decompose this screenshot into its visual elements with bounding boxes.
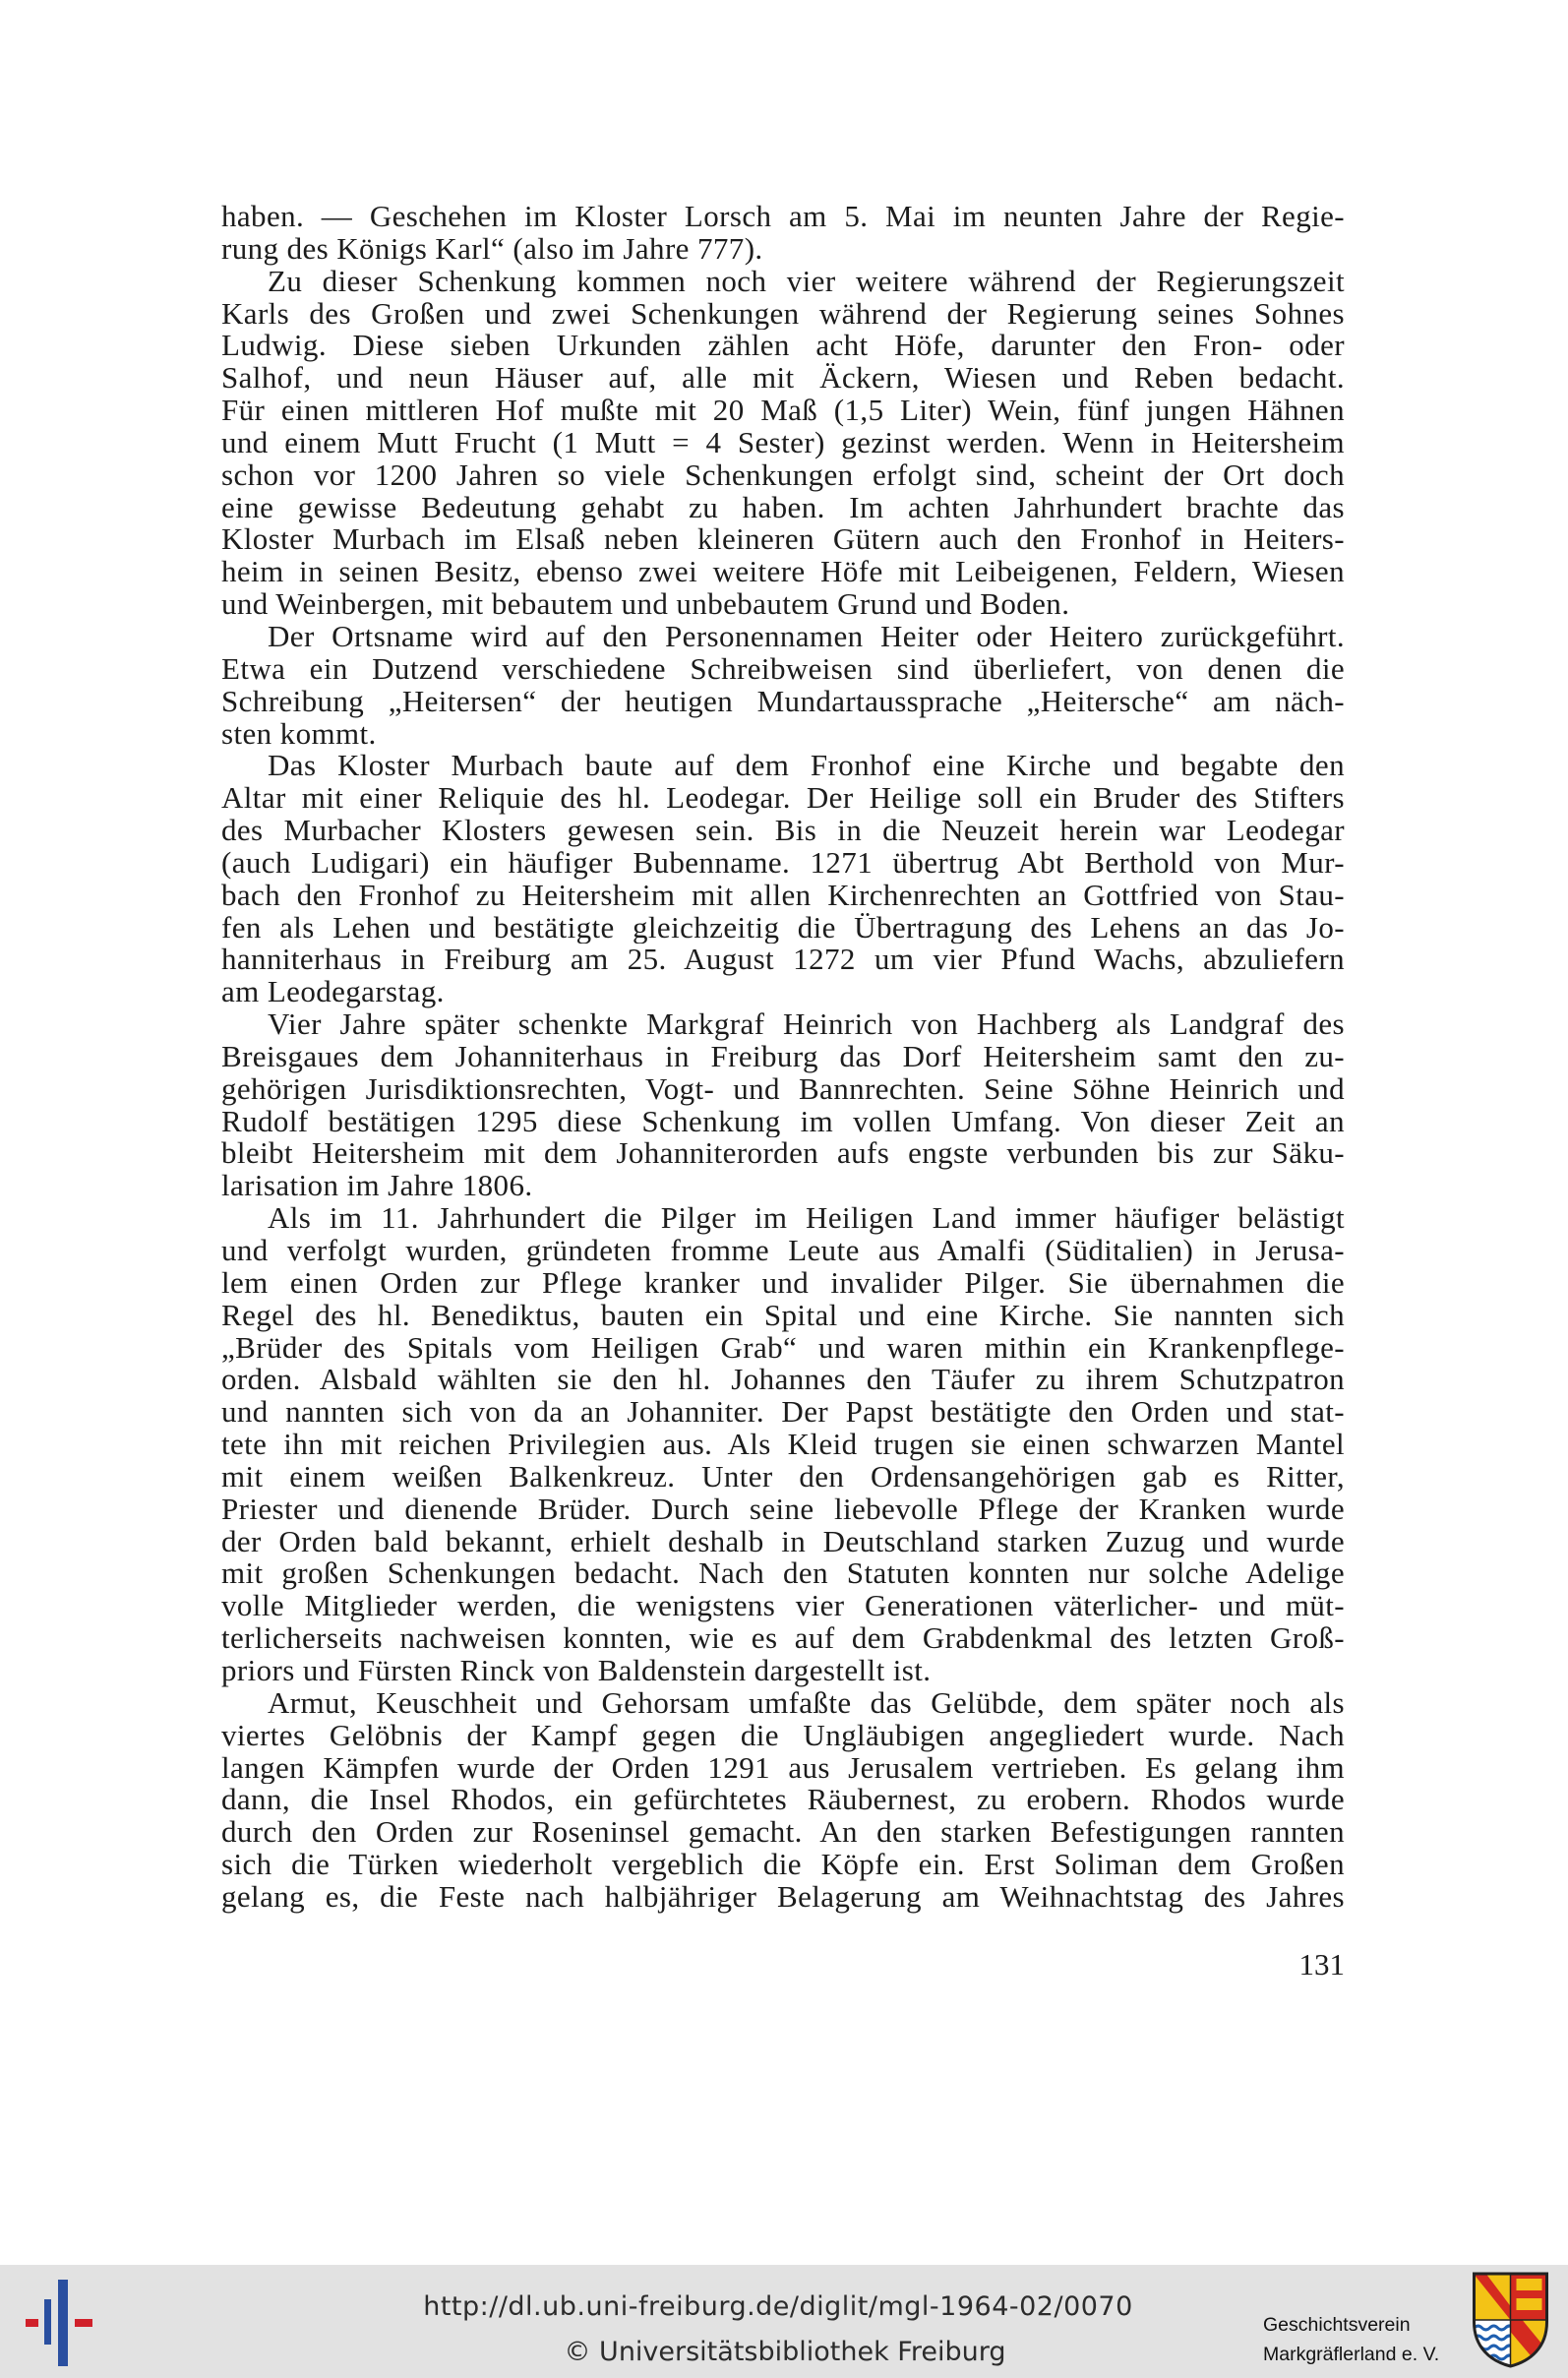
text-line: durch den Orden zur Roseninsel gemacht. An den starken Befestigungen rannten <box>221 1816 1345 1850</box>
society-name-line1: Geschichtsverein <box>1263 2314 1411 2336</box>
text-line: Regel des hl. Benediktus, bauten ein Spital und eine Kirche. Sie nannten sich <box>221 1299 1345 1332</box>
text-line: Armut, Keuschheit und Gehorsam umfaßte das Gelübde, dem später noch als <box>268 1686 1345 1720</box>
coat-of-arms-icon <box>1471 2271 1550 2369</box>
text-line: tete ihn mit reichen Privilegien aus. Als Kleid trugen sie einen schwarzen Mantel <box>221 1429 1345 1461</box>
paragraph <box>221 750 1345 1008</box>
text-line: Für einen mittleren Hof mußte mit 20 Maß (1,5 Liter) Wein, fünf jungen Hähnen <box>221 395 1345 427</box>
text-line: eine gewisse Bedeutung gehabt zu haben. Im achten Jahrhundert brachte das <box>221 491 1345 524</box>
text-line: rung des Königs Karl“ (also im Jahre 777). <box>221 232 763 266</box>
paragraph <box>221 621 1345 750</box>
text-line: gelang es, die Feste nach halbjähriger Belagerung am Weihnachtstag des Jahres <box>221 1880 1345 1914</box>
society-name-line2: Markgräflerland e. V. <box>1263 2344 1440 2365</box>
text-line: bach den Fronhof zu Heitersheim mit allen Kirchenrechten an Gottfried von Stau- <box>221 879 1345 912</box>
text-line: des Murbacher Klosters gewesen sein. Bis in die Neuzeit herein war Leodegar <box>221 815 1345 847</box>
paragraph <box>221 1202 1345 1687</box>
footer-bar <box>0 2265 1568 2378</box>
text-line: Rudolf bestätigen 1295 diese Schenkung im vollen Umfang. Von dieser Zeit an <box>221 1105 1345 1138</box>
text-line: Der Ortsname wird auf den Personennamen Heiter oder Heitero zurückgeführt. <box>268 620 1345 653</box>
copyright-notice: © Universitätsbibliothek Freiburg <box>564 2337 1006 2367</box>
text-line: Kloster Murbach im Elsaß neben kleineren Gütern auch den Fronhof in Heiters- <box>221 523 1345 557</box>
text-line: Zu dieser Schenkung kommen noch vier weitere während der Regierungszeit <box>268 265 1345 298</box>
text-line: mit großen Schenkungen bedacht. Nach den Statuten konnten nur solche Adelige <box>221 1557 1345 1591</box>
text-line: „Brüder des Spitals vom Heiligen Grab“ und waren mithin ein Krankenpflege- <box>221 1331 1345 1365</box>
text-line: und nannten sich von da an Johanniter. Der Papst bestätigte den Orden und stat- <box>221 1396 1345 1430</box>
text-line: sten kommt. <box>221 717 377 751</box>
text-line: lem einen Orden zur Pflege kranker und invalider Pilger. Sie übernahmen die <box>221 1266 1345 1300</box>
text-line: hanniterhaus in Freiburg am 25. August 1272 um vier Pfund Wachs, abzuliefern <box>221 944 1345 977</box>
text-line: terlicherseits nachweisen konnten, wie es auf dem Grabdenkmal des letzten Groß- <box>221 1622 1345 1655</box>
text-line: Das Kloster Murbach baute auf dem Fronhof eine Kirche und begabte den <box>268 750 1345 783</box>
text-line: heim in seinen Besitz, ebenso zwei weitere Höfe mit Leibeigenen, Feldern, Wiesen <box>221 556 1345 589</box>
text-line: larisation im Jahre 1806. <box>221 1170 533 1203</box>
text-line: Priester und dienende Brüder. Durch seine liebevolle Pflege der Kranken wurde <box>221 1493 1345 1526</box>
text-line: dann, die Insel Rhodos, ein gefürchtetes Räubernest, zu erobern. Rhodos wurde <box>221 1784 1345 1817</box>
page-number: 131 <box>1298 1947 1345 1982</box>
text-line: Breisgaues dem Johanniterhaus in Freiburg das Dorf Heitersheim samt den zu- <box>221 1040 1345 1073</box>
text-line: Vier Jahre später schenkte Markgraf Heinrich von Hachberg als Landgraf des <box>268 1008 1345 1041</box>
text-line: Etwa ein Dutzend verschiedene Schreibweisen sind überliefert, von denen die <box>221 652 1345 686</box>
body-text <box>221 201 1345 1914</box>
paragraph <box>221 1687 1345 1914</box>
text-line: (auch Ludigari) ein häufiger Bubenname. 1271 übertrug Abt Berthold von Mur- <box>221 846 1345 880</box>
text-line: langen Kämpfen wurde der Orden 1291 aus Jerusalem vertrieben. Es gelang ihm <box>221 1751 1345 1785</box>
ub-freiburg-logo-icon <box>26 2280 96 2366</box>
text-line: gehörigen Jurisdiktionsrechten, Vogt- und Bannrechten. Seine Söhne Heinrich und <box>221 1072 1345 1106</box>
text-line: orden. Alsbald wählten sie den hl. Johannes den Täufer zu ihrem Schutzpatron <box>221 1364 1345 1397</box>
text-line: sich die Türken wiederholt vergeblich die Köpfe ein. Erst Soliman dem Großen <box>221 1849 1345 1881</box>
text-line: und verfolgt wurden, gründeten fromme Leute aus Amalfi (Süditalien) in Jerusa- <box>221 1235 1345 1267</box>
text-line: Schreibung „Heitersen“ der heutigen Mundartaussprache „Heitersche“ am näch- <box>221 685 1345 718</box>
text-line: haben. — Geschehen im Kloster Lorsch am 5. Mai im neunten Jahre der Regie- <box>221 201 1345 233</box>
text-line: und Weinbergen, mit bebautem und unbebautem Grund und Boden. <box>221 588 1070 621</box>
text-line: und einem Mutt Frucht (1 Mutt = 4 Sester) gezinst werden. Wenn in Heitersheim <box>221 426 1345 459</box>
text-line: mit einem weißen Balkenkreuz. Unter den Ordensangehörigen gab es Ritter, <box>221 1460 1345 1494</box>
text-line: der Orden bald bekannt, erhielt deshalb in Deutschland starken Zuzug und wurde <box>221 1525 1345 1558</box>
text-line: Karls des Großen und zwei Schenkungen während der Regierung seines Sohnes <box>221 297 1345 331</box>
text-line: Als im 11. Jahrhundert die Pilger im Heiligen Land immer häufiger belästigt <box>268 1202 1345 1235</box>
paragraph <box>221 1008 1345 1202</box>
text-line: bleibt Heitersheim mit dem Johanniterorden aufs engste verbunden bis zur Säku- <box>221 1137 1345 1171</box>
paragraph <box>221 266 1345 621</box>
text-line: Salhof, und neun Häuser auf, alle mit Äckern, Wiesen und Reben bedacht. <box>221 362 1345 396</box>
paragraph <box>221 201 1345 266</box>
text-line: Ludwig. Diese sieben Urkunden zählen acht Höfe, darunter den Fron- oder <box>221 330 1345 363</box>
text-line: priors und Fürsten Rinck von Baldenstein dargestellt ist. <box>221 1654 932 1687</box>
text-line: Altar mit einer Reliquie des hl. Leodegar. Der Heilige soll ein Bruder des Stifters <box>221 782 1345 816</box>
text-line: schon vor 1200 Jahren so viele Schenkungen erfolgt sind, scheint der Ort doch <box>221 458 1345 492</box>
text-line: volle Mitglieder werden, die wenigstens vier Generationen väterlicher- und müt- <box>221 1590 1345 1623</box>
text-line: am Leodegarstag. <box>221 976 445 1009</box>
text-line: viertes Gelöbnis der Kampf gegen die Ungläubigen angegliedert wurde. Nach <box>221 1719 1345 1752</box>
permalink-url[interactable]: http://dl.ub.uni-freiburg.de/diglit/mgl-1964-02/0070 <box>423 2291 1133 2322</box>
text-line: fen als Lehen und bestätigte gleichzeitig die Übertragung des Lehens an das Jo- <box>221 911 1345 945</box>
